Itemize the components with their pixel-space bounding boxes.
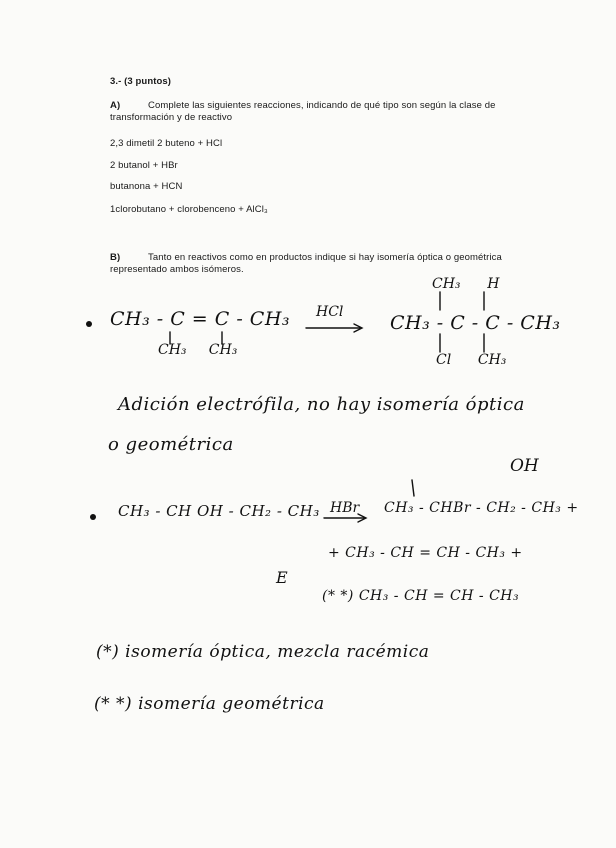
hw-note-optical: (*) isomería óptica, mezcla racémica — [96, 642, 430, 662]
hw-r2-reactant: CH₃ - CH OH - CH₂ - CH₃ — [118, 502, 320, 520]
part-b-label: B) — [110, 252, 121, 263]
hw-r1-note-line2: o geométrica — [108, 434, 234, 455]
hw-r2-product1: CH₃ - CHBr - CH₂ - CH₃ + — [384, 500, 579, 516]
hw-r1-reactant: CH₃ - C = C - CH₃ — [110, 308, 291, 330]
hw-r1-product: CH₃ - C - C - CH₃ — [390, 312, 561, 334]
hw-r1-product-bottom: Cl CH₃ — [436, 352, 507, 368]
hw-r2-oh: OH — [510, 456, 539, 476]
hw-r1-reactant-subs: CH₃ CH₃ — [158, 342, 238, 358]
hw-r2-reagent: HBr — [330, 500, 360, 516]
hw-r2-mark: E — [276, 568, 288, 587]
hw-r2-product2: + CH₃ - CH = CH - CH₃ + — [328, 545, 523, 561]
question-title: 3.- (3 puntos) — [110, 76, 172, 87]
reaction-4: 1clorobutano + clorobenceno + AlCl₃ — [110, 204, 268, 215]
reaction-3: butanona + HCN — [110, 181, 183, 192]
part-a-instruction: Complete las siguientes reacciones, indicando de qué tipo son según la clase de transformación y de reactivo — [110, 100, 496, 123]
reaction-1: 2,3 dimetil 2 buteno + HCl — [110, 138, 223, 149]
part-b-instruction: Tanto en reactivos como en productos indique si hay isomería óptica o geométrica representado ambos isómeros. — [110, 252, 502, 275]
hw-r1-note-line1: Adición electrófila, no hay isomería óptica — [118, 394, 525, 415]
hw-r1-reagent: HCl — [316, 304, 344, 320]
hw-r2-product3: (* *) CH₃ - CH = CH - CH₃ — [322, 588, 520, 604]
bond-stroke — [412, 480, 414, 496]
hw-r1-product-top: CH₃ H — [432, 276, 500, 292]
part-a-label: A) — [110, 100, 121, 111]
hw-note-geometric: (* *) isomería geométrica — [94, 694, 325, 714]
reaction-2: 2 butanol + HBr — [110, 160, 178, 171]
